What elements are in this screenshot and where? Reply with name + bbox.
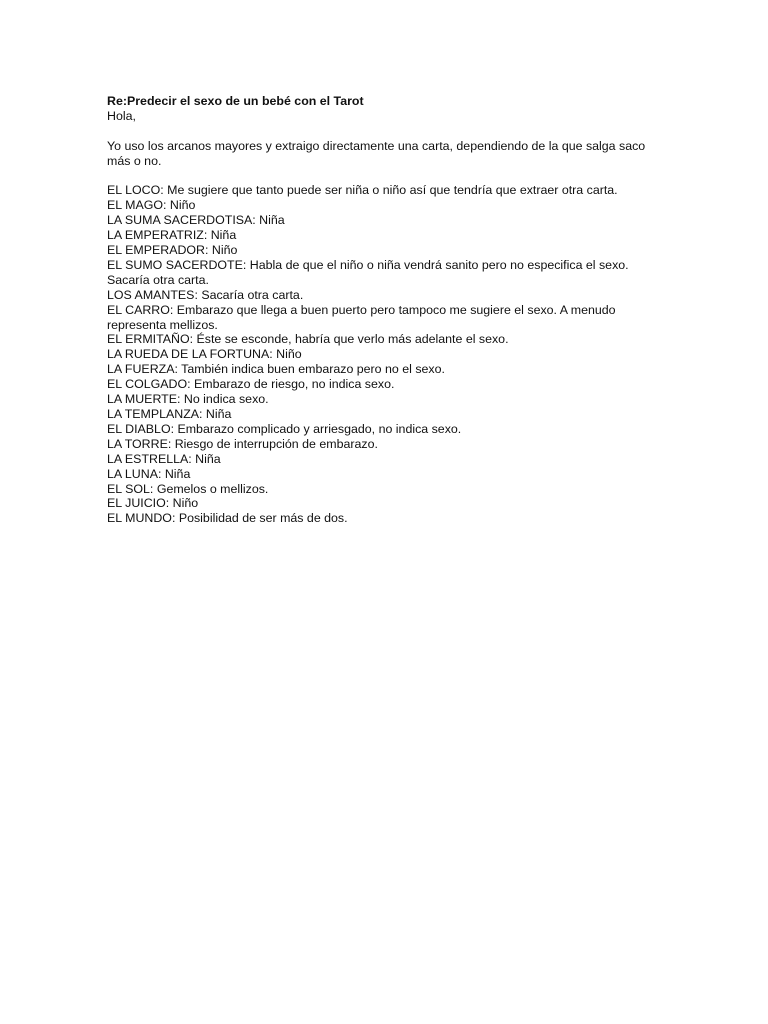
- arcana-entry-la-fuerza: LA FUERZA: También indica buen embarazo pero no el sexo.: [107, 362, 445, 377]
- arcana-entry-el-diablo: EL DIABLO: Embarazo complicado y arriesgado, no indica sexo.: [107, 421, 462, 436]
- arcana-entry-la-rueda-de-la-fortuna: LA RUEDA DE LA FORTUNA: Niño: [107, 347, 302, 362]
- document-body: [107, 94, 667, 526]
- intro-paragraph: Yo uso los arcanos mayores y extraigo directamente una carta, dependiendo de la que salga saco más o no.: [107, 138, 646, 168]
- greeting: Hola,: [107, 108, 136, 123]
- arcana-entry-el-ermitano: EL ERMITAÑO: Éste se esconde, habría que verlo más adelante el sexo.: [107, 332, 509, 347]
- arcana-entry-la-estrella: LA ESTRELLA: Niña: [107, 451, 221, 466]
- arcana-entry-la-templanza: LA TEMPLANZA: Niña: [107, 407, 232, 421]
- arcana-entry-la-luna: LA LUNA: Niña: [107, 466, 191, 481]
- arcana-entry-el-juicio: EL JUICIO: Niño: [107, 496, 199, 511]
- arcana-entry-el-carro: EL CARRO: Embarazo que llega a buen puerto pero tampoco me sugiere el sexo. A menudo representa mellizos.: [107, 302, 616, 332]
- arcana-entry-el-colgado: EL COLGADO: Embarazo de riesgo, no indica sexo.: [107, 377, 395, 392]
- arcana-entry-el-loco: EL LOCO: Me sugiere que tanto puede ser niña o niño así que tendría que extraer otra carta.: [107, 183, 618, 198]
- arcana-entry-el-mundo: EL MUNDO: Posibilidad de ser más de dos.: [107, 511, 348, 526]
- arcana-entry-el-mago: EL MAGO: Niño: [107, 198, 196, 213]
- arcana-entry-la-suma-sacerdotisa: LA SUMA SACERDOTISA: Niña: [107, 213, 285, 228]
- arcana-entry-la-torre: LA TORRE: Riesgo de interrupción de embarazo.: [107, 436, 378, 451]
- arcana-entry-la-emperatriz: LA EMPERATRIZ: Niña: [107, 228, 237, 243]
- arcana-entry-el-sumo-sacerdote: EL SUMO SACERDOTE: Habla de que el niño o niña vendrá sanito pero no especifica el sexo. Sacaría otra carta.: [107, 257, 629, 287]
- arcana-entry-los-amantes: LOS AMANTES: Sacaría otra carta.: [107, 287, 304, 302]
- arcana-entry-el-emperador: EL EMPERADOR: Niño: [107, 243, 238, 258]
- arcana-entry-la-muerte: LA MUERTE: No indica sexo.: [107, 392, 269, 407]
- paragraph-spacer: [107, 169, 667, 184]
- document-title: Re:Predecir el sexo de un bebé con el Tarot: [107, 94, 364, 108]
- paragraph-spacer: [107, 124, 667, 139]
- arcana-list: [107, 183, 667, 526]
- arcana-entry-el-sol: EL SOL: Gemelos o mellizos.: [107, 481, 269, 496]
